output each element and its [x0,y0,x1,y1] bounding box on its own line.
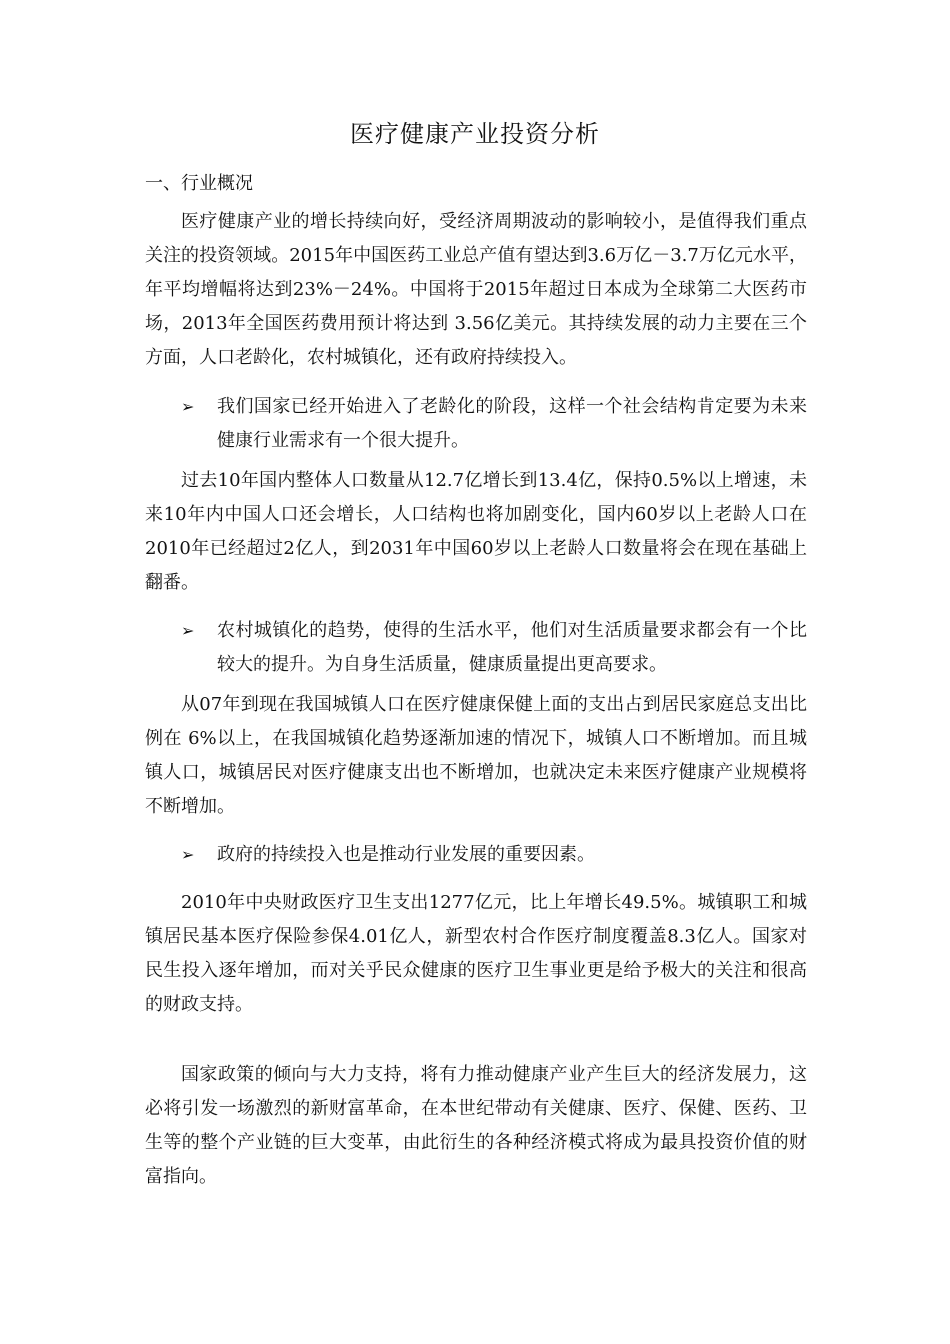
paragraph-4: 2010年中央财政医疗卫生支出1277亿元，比上年增长49.5%。城镇职工和城镇居民基本医疗保险参保4.01亿人，新型农村合作医疗制度覆盖8.3亿人。国家对民生投入逐年增加，而对关乎民众健康的医疗卫生事业更是给予极大的关注和很高的财政支持。 [145,892,807,1015]
arrow-bullet-icon: ➢ [181,397,195,416]
document-title: 医疗健康产业投资分析 [350,120,600,148]
bullet-item-3 [181,838,807,872]
bullet-item-2 [181,614,807,682]
bullet-text-2: 农村城镇化的趋势，使得的生活水平，他们对生活质量要求都会有一个比较大的提升。为自身生活质量，健康质量提出更高要求。 [217,620,807,675]
bullet-text-3: 政府的持续投入也是推动行业发展的重要因素。 [217,844,595,865]
paragraph-5: 国家政策的倾向与大力支持，将有力推动健康产业产生巨大的经济发展力，这必将引发一场激烈的新财富革命，在本世纪带动有关健康、医疗、保健、医药、卫生等的整个产业链的巨大变革，由此衍生的各种经济模式将成为最具投资价值的财富指向。 [145,1064,807,1187]
paragraph-1: 医疗健康产业的增长持续向好，受经济周期波动的影响较小，是值得我们重点关注的投资领域。2015年中国医药工业总产值有望达到3.6万亿－3.7万亿元水平，年平均增幅将达到23%－24%。中国将于2015年超过日本成为全球第二大医药市场，2013年全国医药费用预计将达到 3.56亿美元。其持续发展的动力主要在三个方面，人口老龄化，农村城镇化，还有政府持续投入。 [145,211,807,368]
section-heading: 一、行业概况 [145,173,253,194]
bullet-text-1: 我们国家已经开始进入了老龄化的阶段，这样一个社会结构肯定要为未来健康行业需求有一个很大提升。 [217,396,807,451]
paragraph-2: 过去10年国内整体人口数量从12.7亿增长到13.4亿，保持0.5%以上增速，未来10年内中国人口还会增长，人口结构也将加剧变化，国内60岁以上老龄人口在2010年已经超过2亿人，到2031年中国60岁以上老龄人口数量将会在现在基础上翻番。 [145,470,807,593]
paragraph-3: 从07年到现在我国城镇人口在医疗健康保健上面的支出占到居民家庭总支出比例在 6%以上，在我国城镇化趋势逐渐加速的情况下，城镇人口不断增加。而且城镇人口，城镇居民对医疗健康支出也不断增加，也就决定未来医疗健康产业规模将不断增加。 [145,694,807,817]
arrow-bullet-icon: ➢ [181,621,195,640]
arrow-bullet-icon: ➢ [181,845,195,864]
bullet-item-1 [181,390,807,458]
